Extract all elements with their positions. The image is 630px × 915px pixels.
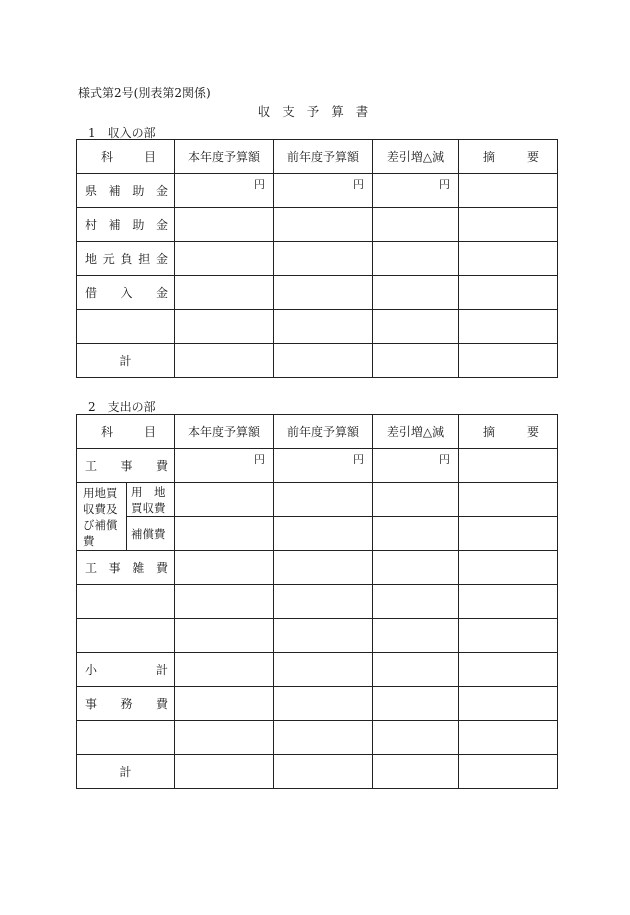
income-row-local-contribution bbox=[77, 242, 558, 276]
expense-row-total bbox=[77, 755, 558, 789]
current-budget-cell[interactable] bbox=[175, 687, 274, 721]
current-budget-cell[interactable] bbox=[175, 208, 274, 242]
previous-budget-cell[interactable] bbox=[274, 310, 373, 344]
difference-cell[interactable] bbox=[373, 551, 459, 585]
current-budget-cell[interactable] bbox=[175, 619, 274, 653]
row-label[interactable] bbox=[77, 585, 175, 619]
header-current-budget: 本年度予算額 bbox=[175, 140, 274, 174]
difference-cell[interactable] bbox=[373, 483, 459, 517]
header-remarks: 摘 要 bbox=[459, 140, 558, 174]
row-label[interactable] bbox=[77, 310, 175, 344]
remarks-cell[interactable] bbox=[459, 653, 558, 687]
expense-table bbox=[76, 414, 558, 789]
previous-budget-cell[interactable] bbox=[274, 517, 373, 551]
income-header-row bbox=[77, 140, 558, 174]
current-budget-cell[interactable]: 円 bbox=[175, 174, 274, 208]
document-title: 収 支 予 算 書 bbox=[257, 104, 373, 119]
difference-cell[interactable] bbox=[373, 242, 459, 276]
expense-row-subtotal bbox=[77, 653, 558, 687]
remarks-cell[interactable] bbox=[459, 721, 558, 755]
expense-section-title: 2 支出の部 bbox=[88, 400, 156, 414]
expense-header-row bbox=[77, 415, 558, 449]
current-budget-cell[interactable] bbox=[175, 517, 274, 551]
difference-cell[interactable] bbox=[373, 721, 459, 755]
difference-cell[interactable] bbox=[373, 517, 459, 551]
remarks-cell[interactable] bbox=[459, 483, 558, 517]
previous-budget-cell[interactable] bbox=[274, 721, 373, 755]
expense-row-blank bbox=[77, 585, 558, 619]
difference-cell[interactable] bbox=[373, 208, 459, 242]
previous-budget-cell[interactable] bbox=[274, 344, 373, 378]
income-row-total bbox=[77, 344, 558, 378]
header-subject: 科 目 bbox=[77, 415, 175, 449]
current-budget-cell[interactable] bbox=[175, 483, 274, 517]
current-budget-cell[interactable] bbox=[175, 721, 274, 755]
previous-budget-cell[interactable] bbox=[274, 687, 373, 721]
row-label[interactable] bbox=[77, 619, 175, 653]
current-budget-cell[interactable] bbox=[175, 653, 274, 687]
income-row-prefectural-subsidy bbox=[77, 174, 558, 208]
land-group-label: 用地買 収費及 び補償 費 bbox=[77, 483, 127, 551]
form-number: 様式第2号(別表第2関係) bbox=[78, 86, 211, 100]
remarks-cell[interactable] bbox=[459, 344, 558, 378]
current-budget-cell[interactable] bbox=[175, 551, 274, 585]
header-previous-budget: 前年度予算額 bbox=[274, 140, 373, 174]
previous-budget-cell[interactable] bbox=[274, 585, 373, 619]
row-label[interactable] bbox=[77, 721, 175, 755]
previous-budget-cell[interactable] bbox=[274, 483, 373, 517]
income-row-village-subsidy bbox=[77, 208, 558, 242]
header-previous-budget: 前年度予算額 bbox=[274, 415, 373, 449]
row-label: 村 補 助 金 bbox=[77, 208, 175, 242]
expense-row-construction-misc bbox=[77, 551, 558, 585]
remarks-cell[interactable] bbox=[459, 449, 558, 483]
land-purchase-label: 用 地 買収費 bbox=[127, 483, 175, 517]
remarks-cell[interactable] bbox=[459, 276, 558, 310]
current-budget-cell[interactable] bbox=[175, 276, 274, 310]
previous-budget-cell[interactable] bbox=[274, 242, 373, 276]
total-label: 計 bbox=[77, 755, 175, 789]
row-label: 小 計 bbox=[77, 653, 175, 687]
difference-cell[interactable]: 円 bbox=[373, 449, 459, 483]
header-difference: 差引増△減 bbox=[373, 415, 459, 449]
current-budget-cell[interactable] bbox=[175, 242, 274, 276]
income-table bbox=[76, 139, 558, 378]
difference-cell[interactable]: 円 bbox=[373, 174, 459, 208]
expense-row-blank bbox=[77, 721, 558, 755]
expense-row-construction bbox=[77, 449, 558, 483]
income-section-title: 1 収入の部 bbox=[88, 126, 156, 140]
difference-cell[interactable] bbox=[373, 585, 459, 619]
remarks-cell[interactable] bbox=[459, 242, 558, 276]
difference-cell[interactable] bbox=[373, 310, 459, 344]
header-subject: 科 目 bbox=[77, 140, 175, 174]
remarks-cell[interactable] bbox=[459, 585, 558, 619]
remarks-cell[interactable] bbox=[459, 208, 558, 242]
difference-cell[interactable] bbox=[373, 619, 459, 653]
remarks-cell[interactable] bbox=[459, 517, 558, 551]
total-label: 計 bbox=[77, 344, 175, 378]
remarks-cell[interactable] bbox=[459, 310, 558, 344]
difference-cell[interactable] bbox=[373, 653, 459, 687]
current-budget-cell[interactable] bbox=[175, 755, 274, 789]
row-label: 事 務 費 bbox=[77, 687, 175, 721]
previous-budget-cell[interactable] bbox=[274, 208, 373, 242]
difference-cell[interactable] bbox=[373, 344, 459, 378]
previous-budget-cell[interactable]: 円 bbox=[274, 174, 373, 208]
expense-row-compensation bbox=[77, 517, 558, 551]
row-label: 工 事 雑 費 bbox=[77, 551, 175, 585]
expense-row-office bbox=[77, 687, 558, 721]
header-current-budget: 本年度予算額 bbox=[175, 415, 274, 449]
previous-budget-cell[interactable]: 円 bbox=[274, 449, 373, 483]
compensation-label: 補償費 bbox=[127, 517, 175, 551]
row-label: 県 補 助 金 bbox=[77, 174, 175, 208]
current-budget-cell[interactable] bbox=[175, 585, 274, 619]
previous-budget-cell[interactable] bbox=[274, 755, 373, 789]
difference-cell[interactable] bbox=[373, 755, 459, 789]
row-label: 借 入 金 bbox=[77, 276, 175, 310]
income-row-blank bbox=[77, 310, 558, 344]
remarks-cell[interactable] bbox=[459, 755, 558, 789]
row-label: 工 事 費 bbox=[77, 449, 175, 483]
difference-cell[interactable] bbox=[373, 687, 459, 721]
remarks-cell[interactable] bbox=[459, 687, 558, 721]
remarks-cell[interactable] bbox=[459, 551, 558, 585]
income-row-loan bbox=[77, 276, 558, 310]
header-remarks: 摘 要 bbox=[459, 415, 558, 449]
header-difference: 差引増△減 bbox=[373, 140, 459, 174]
expense-row-blank bbox=[77, 619, 558, 653]
current-budget-cell[interactable] bbox=[175, 344, 274, 378]
previous-budget-cell[interactable] bbox=[274, 619, 373, 653]
previous-budget-cell[interactable] bbox=[274, 653, 373, 687]
current-budget-cell[interactable] bbox=[175, 310, 274, 344]
expense-row-land-purchase bbox=[77, 483, 558, 517]
difference-cell[interactable] bbox=[373, 276, 459, 310]
previous-budget-cell[interactable] bbox=[274, 276, 373, 310]
remarks-cell[interactable] bbox=[459, 619, 558, 653]
remarks-cell[interactable] bbox=[459, 174, 558, 208]
previous-budget-cell[interactable] bbox=[274, 551, 373, 585]
row-label: 地 元 負 担 金 bbox=[77, 242, 175, 276]
current-budget-cell[interactable]: 円 bbox=[175, 449, 274, 483]
